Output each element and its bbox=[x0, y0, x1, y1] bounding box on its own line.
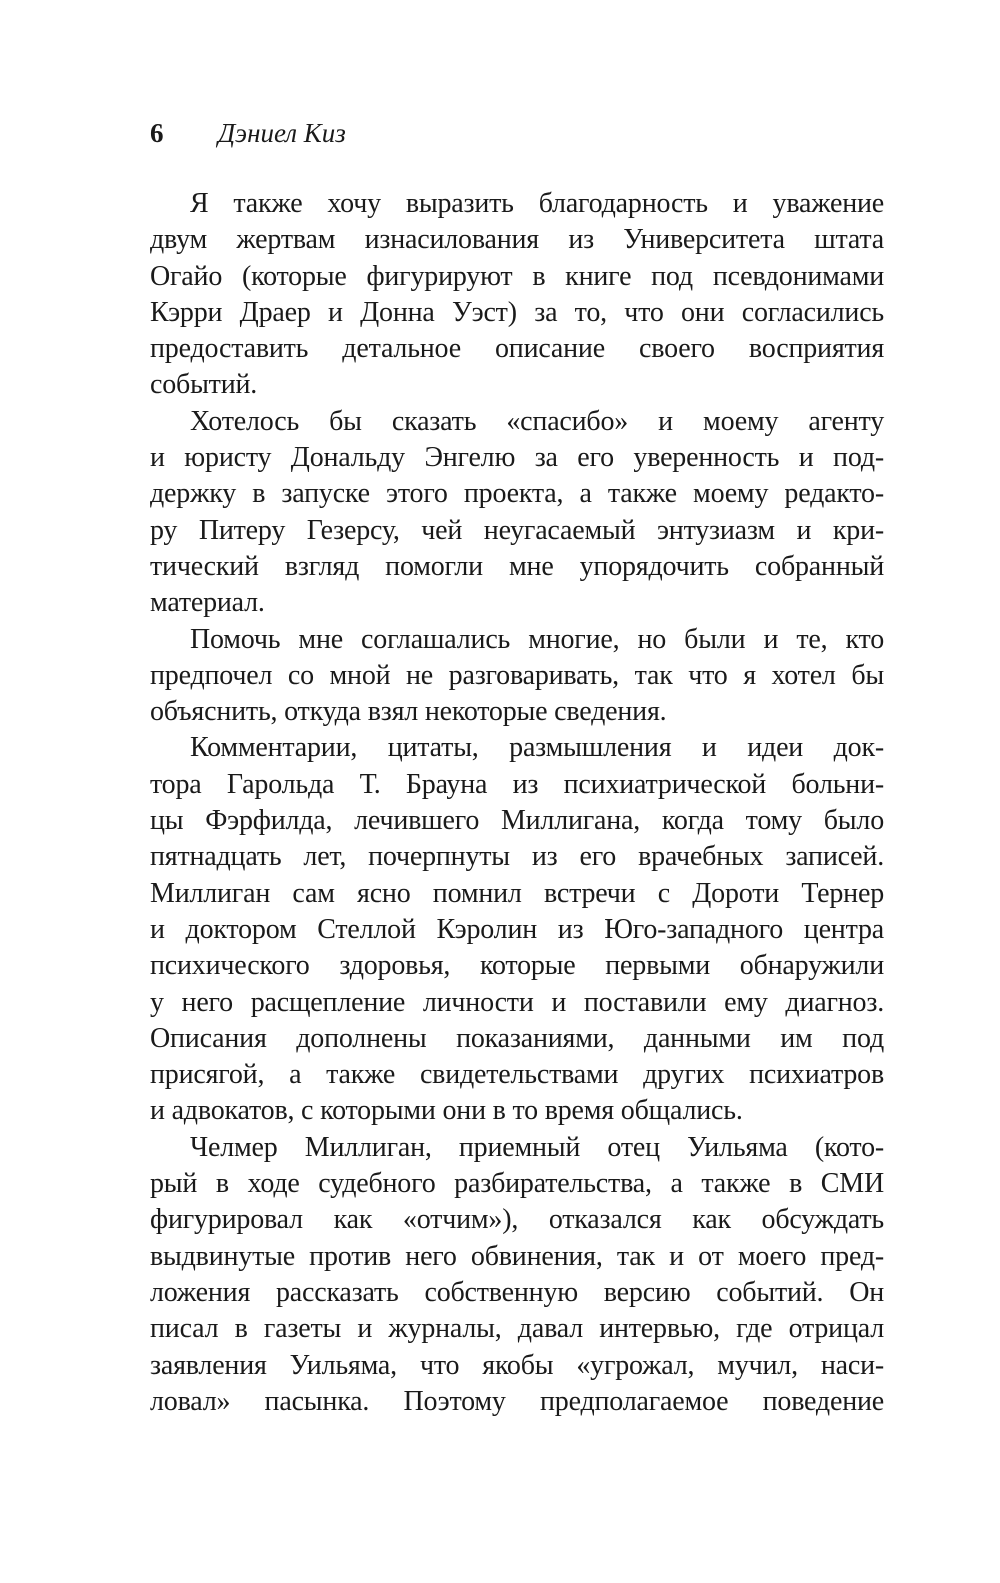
paragraph bbox=[150, 1130, 884, 1420]
text-line: тора Гарольда Т. Брауна из психиатрической больни- bbox=[150, 768, 884, 800]
text-line: ловал» пасынка. Поэтому предполагаемое поведение bbox=[150, 1385, 884, 1417]
text-line: и юристу Дональду Энгелю за его уверенность и под- bbox=[150, 442, 884, 474]
text-line: Помочь мне соглашались многие, но были и те, кто bbox=[190, 623, 884, 655]
text-line: присягой, а также свидетельствами других психиатров bbox=[150, 1059, 884, 1091]
text-line: Хотелось бы сказать «спасибо» и моему агенту bbox=[190, 405, 884, 437]
page-number: 6 bbox=[150, 118, 164, 148]
text-line: фигурировал как «отчим»), отказался как обсуждать bbox=[150, 1204, 884, 1236]
text-line: заявления Уильяма, что якобы «угрожал, мучил, наси- bbox=[150, 1349, 884, 1381]
text-line: Челмер Миллиган, приемный отец Уильяма (кото- bbox=[190, 1131, 884, 1163]
text-line: предоставить детальное описание своего восприятия bbox=[150, 333, 884, 365]
body-text bbox=[150, 186, 884, 1420]
text-line: и адвокатов, с которыми они в то время общались. bbox=[150, 1095, 743, 1127]
text-line: двум жертвам изнасилования из Университета штата bbox=[150, 224, 884, 256]
text-line: Миллиган сам ясно помнил встречи с Дороти Тернер bbox=[150, 877, 884, 909]
text-line: психического здоровья, которые первыми обнаружили bbox=[150, 950, 884, 982]
text-line: предпочел со мной не разговаривать, так что я хотел бы bbox=[150, 659, 884, 691]
text-line: и доктором Стеллой Кэролин из Юго-западного центра bbox=[150, 913, 884, 945]
text-line: держку в запуске этого проекта, а также моему редакто- bbox=[150, 478, 884, 510]
text-line: рый в ходе судебного разбирательства, а также в СМИ bbox=[150, 1168, 884, 1200]
text-line: событий. bbox=[150, 369, 258, 401]
text-line: Кэрри Драер и Донна Уэст) за то, что они согласились bbox=[150, 296, 884, 328]
text-line: ложения рассказать собственную версию событий. Он bbox=[150, 1276, 884, 1308]
text-line: цы Фэрфилда, лечившего Миллигана, когда тому было bbox=[150, 805, 884, 837]
paragraph bbox=[150, 186, 884, 404]
paragraph bbox=[150, 622, 884, 731]
running-title: Дэниел Киз bbox=[218, 118, 346, 148]
paragraph bbox=[150, 730, 884, 1129]
text-line: тический взгляд помогли мне упорядочить собранный bbox=[150, 550, 884, 582]
text-line: Огайо (которые фигурируют в книге под псевдонимами bbox=[150, 260, 884, 292]
paragraph bbox=[150, 404, 884, 622]
text-line: Комментарии, цитаты, размышления и идеи док- bbox=[190, 732, 884, 764]
text-line: пятнадцать лет, почерпнуты из его врачебных записей. bbox=[150, 841, 884, 873]
text-line: объяснить, откуда взял некоторые сведения. bbox=[150, 696, 667, 728]
text-line: писал в газеты и журналы, давал интервью, где отрицал bbox=[150, 1313, 884, 1345]
text-line: Описания дополнены показаниями, данными им под bbox=[150, 1022, 884, 1054]
text-line: выдвинутые против него обвинения, так и от моего пред- bbox=[150, 1240, 884, 1272]
text-line: Я также хочу выразить благодарность и уважение bbox=[190, 188, 884, 219]
text-line: материал. bbox=[150, 587, 265, 619]
text-line: у него расщепление личности и поставили ему диагноз. bbox=[150, 986, 884, 1018]
text-line: ру Питеру Гезерсу, чей неугасаемый энтузиазм и кри- bbox=[150, 514, 884, 546]
